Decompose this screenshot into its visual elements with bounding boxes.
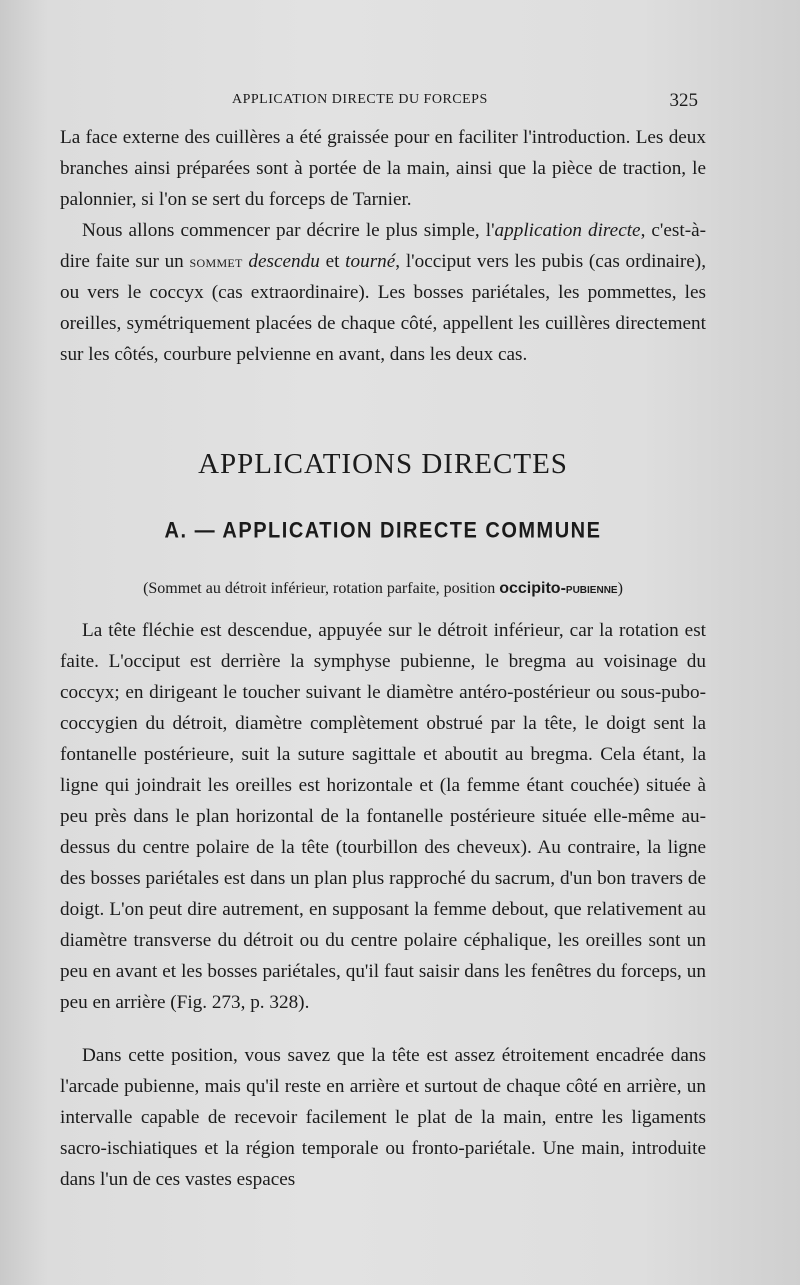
paragraph-2-italic-application: application directe xyxy=(494,220,641,241)
subsection-note xyxy=(60,580,706,598)
paragraph-1 xyxy=(60,122,706,215)
subnote-bold: occipito- xyxy=(499,580,566,597)
paragraph-2-part5: , l'occiput vers les pubis (cas ordinaire), ou vers le coccyx (cas extraordinaire). Les bosses pariétales, les pommettes, les oreilles, symétriquement placées de chaque côté, appellent les cuillères directement sur les côtés, courbure pelvienne en avant, dans les deux cas. xyxy=(60,251,706,365)
paragraph-2-part1: Nous allons commencer par décrire le plus simple, l' xyxy=(82,220,495,241)
running-title: APPLICATION DIRECTE DU FORCEPS xyxy=(232,92,488,107)
section-title: APPLICATIONS DIRECTES xyxy=(198,448,568,480)
paragraph-3-text: La tête fléchie est descendue, appuyée sur le détroit inférieur, car la rotation est faite. L'occiput est derrière la symphyse pubienne, le bregma au voisinage du coccyx; en dirigeant le toucher suivant le diamètre antéro-postérieur ou sous-pubo-coccygien du détroit, diamètre complètement obstrué par la tête, le doigt sent la fontanelle postérieure, suit la suture sagittale et aboutit au bregma. Cela étant, la ligne qui joindrait les oreilles est horizontale et (la femme étant couchée) située à peu près dans le plan horizontal de la fontanelle postérieure située elle-même au-dessus du centre polaire de la tête (tourbillon des cheveux). Au contraire, la ligne des bosses pariétales est dans un plan plus rapproché du sacrum, d'un bon travers de doigt. L'on peut dire autrement, en supposant la femme debout, que relativement au diamètre transverse du détroit ou du centre polaire céphalique, les oreilles sont un peu en avant et les bosses pariétales, qu'il faut saisir dans les fenêtres du forceps, un peu en arrière (Fig. 273, p. 328). xyxy=(60,620,706,1013)
subsection-title: A. — APPLICATION DIRECTE COMMUNE xyxy=(164,518,602,544)
paragraph-2-part4: et xyxy=(319,251,346,272)
paragraph-1-text: La face externe des cuillères a été graissée pour en faciliter l'introduction. Les deux branches ainsi préparées sont à portée de la main, ainsi que la pièce de traction, le palonnier, si l'on se sert du forceps de Tarnier. xyxy=(60,127,706,210)
paragraph-2 xyxy=(60,215,706,370)
page-number: 325 xyxy=(669,90,698,111)
paragraph-2-smallcaps-sommet: sommet xyxy=(189,252,243,271)
subnote-part1: (Sommet au détroit inférieur, rotation parfaite, position xyxy=(143,580,500,597)
paragraph-2-italic-tourne: tourné xyxy=(345,251,396,272)
paragraph-2-part2: , c'est-à-dire faite sur un xyxy=(60,220,706,272)
subnote-bold-smallcaps: pubienne xyxy=(565,580,618,596)
subnote-part2: ) xyxy=(617,580,623,597)
paragraph-2-text xyxy=(60,215,706,370)
paragraph-4-text: Dans cette position, vous savez que la tête est assez étroitement encadrée dans l'arcade pubienne, mais qu'il reste en arrière et surtout de chaque côté en arrière, un intervalle capable de recevoir facilement le plat de la main, entre les ligaments sacro-ischiatiques et la région temporale ou fronto-pariétale. Une main, introduite dans l'un de ces vastes espaces xyxy=(60,1045,706,1190)
paragraph-4 xyxy=(60,1040,706,1195)
paragraph-2-italic-descendu: descendu xyxy=(248,251,320,272)
running-head xyxy=(60,90,710,114)
paragraph-3 xyxy=(60,615,706,1018)
